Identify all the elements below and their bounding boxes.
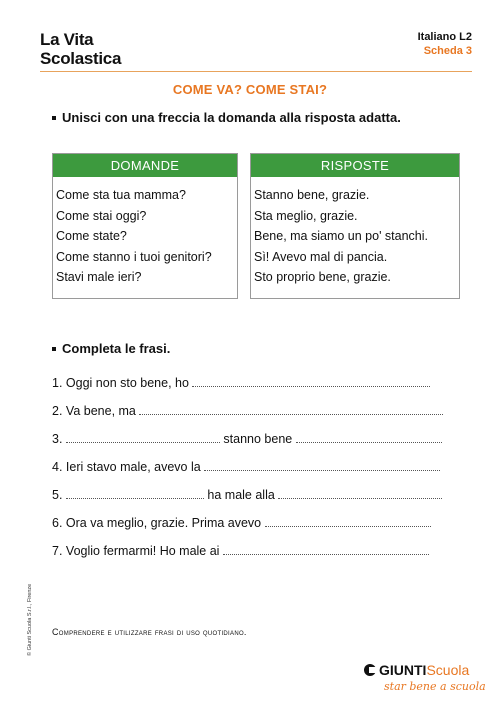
answers-header: RISPOSTE <box>251 154 459 177</box>
exercise-line-4: 4. Ieri stavo male, avevo la <box>52 460 440 474</box>
instruction-complete <box>52 341 170 356</box>
exercise-line-1: 1. Oggi non sto bene, ho <box>52 376 430 390</box>
brand-line-2: Scolastica <box>40 49 122 68</box>
question-item: Stavi male ieri? <box>56 270 142 284</box>
copyright-notice: © Giunti Scuola S.r.l., Firenze <box>27 583 33 656</box>
instruction-complete-text: Completa le frasi. <box>62 341 171 356</box>
answer-blank[interactable] <box>192 376 430 387</box>
exercise-line-3: 3. stanno bene <box>52 432 442 446</box>
sheet-meta <box>418 30 472 58</box>
answer-item: Sta meglio, grazie. <box>254 208 358 223</box>
instruction-match-text: Unisci con una freccia la domanda alla risposta adatta. <box>62 110 401 125</box>
publisher-tagline: star bene a scuola <box>384 680 486 693</box>
bullet-icon <box>52 347 56 351</box>
subject-label: Italiano L2 <box>417 31 472 43</box>
bullet-icon <box>52 116 56 120</box>
answer-item: Bene, ma siamo un po' stanchi. <box>254 229 429 243</box>
answer-item: Sì! Avevo mal di pancia. <box>254 249 388 264</box>
exercise-line-2: 2. Va bene, ma <box>52 404 443 418</box>
answer-blank[interactable] <box>278 488 442 499</box>
answer-blank[interactable] <box>139 404 443 415</box>
answer-item: Sto proprio bene, grazie. <box>254 270 391 284</box>
questions-table <box>52 153 238 299</box>
answer-blank[interactable] <box>265 516 431 527</box>
instruction-match <box>52 110 401 125</box>
learning-objective: Comprendere e utilizzare frasi di uso quotidiano. <box>52 627 247 637</box>
brand-line-1: La Vita <box>40 30 94 49</box>
question-item: Come sta tua mamma? <box>56 188 186 202</box>
answer-blank[interactable] <box>66 488 204 499</box>
question-item: Come stai oggi? <box>56 208 147 223</box>
exercise-line-5: 5. ha male alla <box>52 488 442 502</box>
answers-table <box>250 153 460 299</box>
exercise-line-7: 7. Voglio fermarmi! Ho male ai <box>52 544 429 558</box>
answer-item: Stanno bene, grazie. <box>254 188 370 202</box>
page-title: COME VA? COME STAI? <box>172 82 328 97</box>
header-divider <box>40 71 472 72</box>
answer-blank[interactable] <box>223 544 429 555</box>
sheet-number: Scheda 3 <box>423 45 472 57</box>
publisher-logo: GIUNTIScuola <box>364 662 469 680</box>
brand-logo <box>40 30 121 68</box>
question-item: Come state? <box>56 229 127 243</box>
giunti-g-icon <box>364 664 376 676</box>
answer-blank[interactable] <box>296 432 442 443</box>
answer-blank[interactable] <box>204 460 440 471</box>
question-item: Come stanno i tuoi genitori? <box>56 249 212 264</box>
answer-blank[interactable] <box>66 432 220 443</box>
questions-header: DOMANDE <box>53 154 237 177</box>
exercise-line-6: 6. Ora va meglio, grazie. Prima avevo <box>52 516 431 530</box>
